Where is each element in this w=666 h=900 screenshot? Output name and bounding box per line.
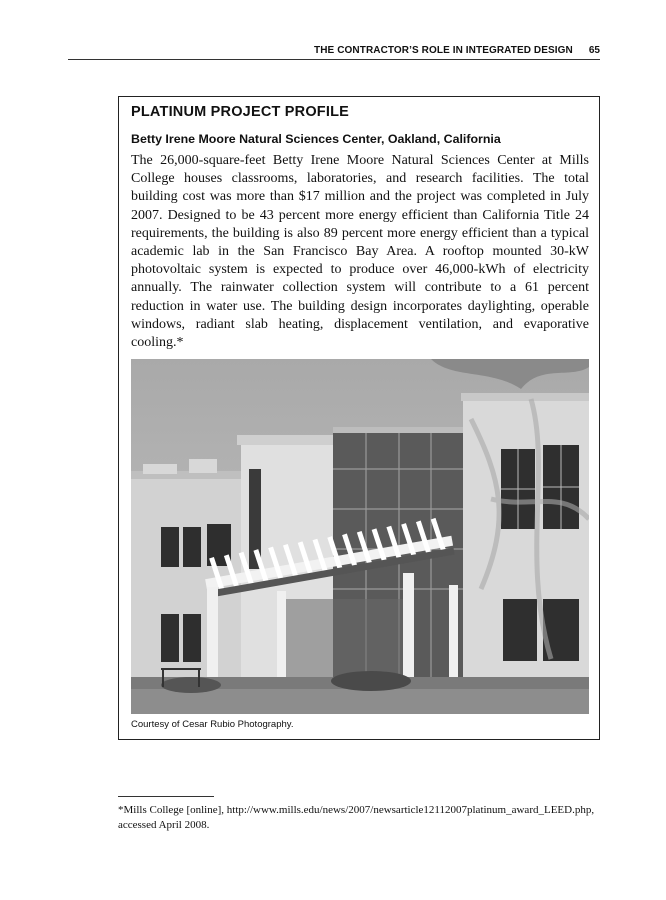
profile-subheading: Betty Irene Moore Natural Sciences Center, Oakland, California bbox=[131, 132, 501, 146]
photo-credit: Courtesy of Cesar Rubio Photography. bbox=[131, 719, 294, 730]
running-head bbox=[68, 42, 600, 60]
building-photo bbox=[131, 359, 589, 714]
profile-heading: PLATINUM PROJECT PROFILE bbox=[131, 104, 350, 120]
running-title: THE CONTRACTOR’S ROLE IN INTEGRATED DESIGN bbox=[314, 45, 573, 56]
footnote-rule bbox=[118, 796, 214, 797]
profile-body-text: The 26,000-square-feet Betty Irene Moore Natural Sciences Center at Mills College houses classrooms, laboratories, and research facilities. The total building cost was more than $17 million and the project was completed in July 2007. Designed to be 43 percent more energy efficient than California Title 24 requirements, the building is also 89 percent more energy efficient than a typical academic lab in the San Francisco Bay Area. A rooftop mounted 30-kW photovoltaic system is expected to produce over 46,000-kWh of electricity annually. The rainwater collection system will contribute to a 61 percent reduction in water use. The building design incorporates daylighting, operable windows, radiant slab heating, displacement ventilation, and evaporative cooling.* bbox=[131, 153, 589, 351]
page-number: 65 bbox=[588, 45, 600, 56]
project-profile-box bbox=[118, 96, 600, 740]
footnote: *Mills College [online], http://www.mills.edu/news/2007/newsarticle12112007platinum_award_LEED.php, accessed April 2008. bbox=[118, 804, 595, 831]
